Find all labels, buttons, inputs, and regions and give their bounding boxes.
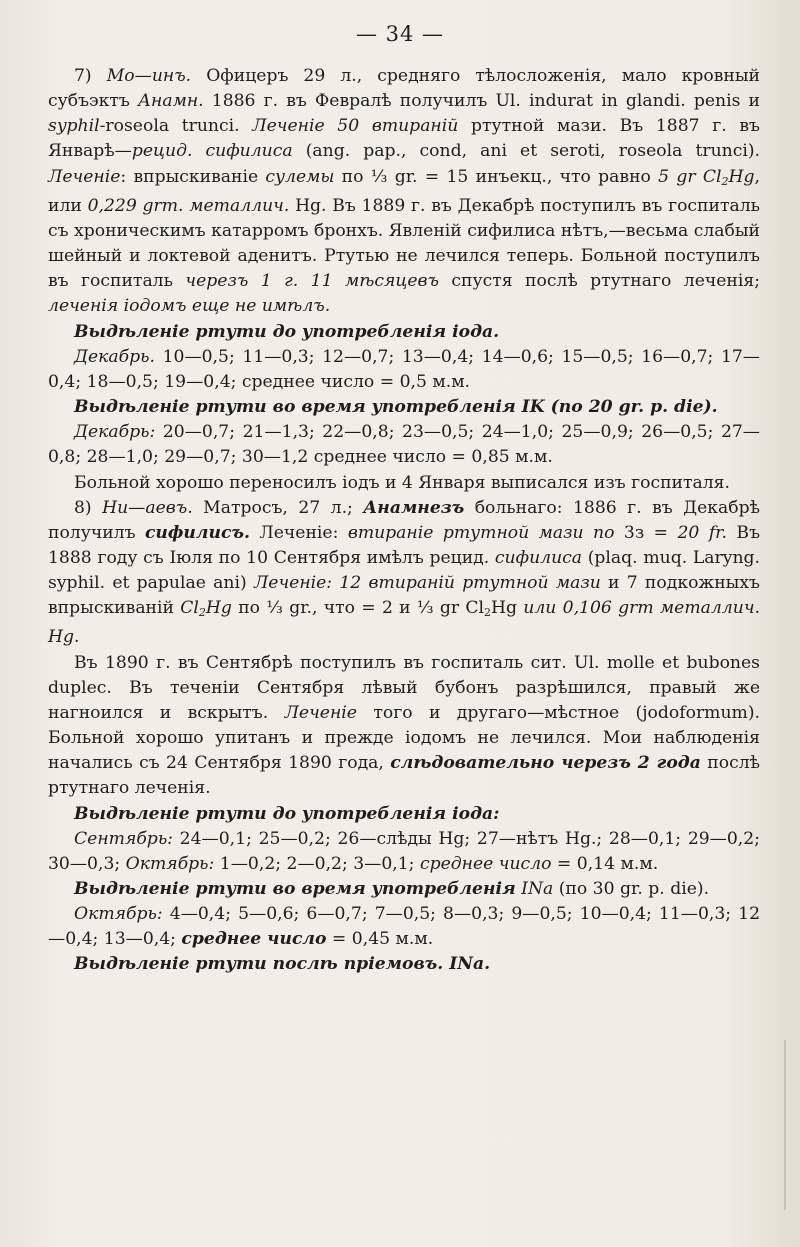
case8-heading-after-iodine: Выдѣленіе ртути послѣ пріемовъ. INa. [74, 954, 491, 975]
case8-heading-before-iodine: Выдѣленіе ртути до употребленія іода: [74, 803, 500, 824]
case8-data-during: Октябрь: 4—0,4; 5—0,6; 6—0,7; 7—0,5; 8—0,3; 9—0,5; 10—0,4; 11—0,3; 12—0,4; 13—0,4; среднее число = 0,45 м.м. [48, 904, 760, 950]
case7-history: 7) Мо—инъ. Офицеръ 29 л., средняго тѣлосложенія, мало кровный субъэктъ Анамн. 1886 г. въ Февралѣ получилъ Ul. indurat in glandi. penis и syphil-roseola trunci. Леченіе 50 втираній ртутной мази. Въ 1887 г. въ Январѣ—рецид. сифилиса (ang. pap., cond, ani et seroti, roseola trunci). Леченіе: впрыскиваніе сулемы по ⅓ gr. = 15 инъекц., что равно 5 gr $Cl_2Hg$, или 0,229 grm. металлич. Hg. Въ 1889 г. въ Декабрѣ поступилъ въ госпиталь съ хроническимъ катарромъ бронхъ. Явленій сифилиса нѣтъ,—весьма слабый шейный и локтевой аденитъ. Ртутью не лечился теперь. Больной поступилъ въ госпиталь черезъ 1 г. 11 мѣсяцевъ спустя послѣ ртутнаго леченія; леченія іодомъ еще не имѣлъ. [48, 66, 760, 317]
case7-heading-before-iodine: Выдѣленіе ртути до употребленія іода. [74, 321, 500, 342]
body-text [48, 64, 760, 978]
case8-data-before: Сентябрь: 24—0,1; 25—0,2; 26—слѣды Hg; 27—нѣтъ Hg.; 28—0,1; 29—0,2; 30—0,3; Октябрь: 1—0,2; 2—0,2; 3—0,1; среднее число = 0,14 м.м. [48, 828, 760, 874]
case8-history: 8) Ни—аевъ. Матросъ, 27 л.; Анамнезъ больнаго: 1886 г. въ Декабрѣ получилъ сифилисъ. Леченіе: втираніе ртутной мази по 3з = 20 fr. Въ 1888 году съ Іюля по 10 Сентября имѣлъ рецид. сифилиса (plaq. muq. Laryng. syphil. et papulae ani) Леченіе: 12 втираній ртутной мази и 7 подкожныхъ впрыскиваній $Cl_2Hg$ по ⅓ gr., что = 2 и ⅓ gr $Cl_2Hg$ или 0,106 grm металлич. Hg. [48, 497, 761, 648]
case8-heading-during-iodine: Выдѣленіе ртути во время употребленія INa (по 30 gr. p. die). [74, 879, 710, 899]
case8-admission: Въ 1890 г. въ Сентябрѣ поступилъ въ госпиталь сит. Ul. molle et bubones duplec. Въ теченіи Сентября лѣвый бубонъ разрѣшился, правый же нагноился и вскрытъ. Леченіе того и другаго—мѣстное (jodoformum). Больной хорошо упитанъ и прежде іодомъ не лечился. Мои наблюденія начались съ 24 Сентября 1890 года, слѣдовательно черезъ 2 года послѣ ртутнаго леченія. [48, 652, 760, 799]
page-edge-shadow [784, 1040, 786, 1210]
case7-outcome: Больной хорошо переносилъ іодъ и 4 Января выписался изъ госпиталя. [74, 472, 730, 493]
case7-heading-during-iodine: Выдѣленіе ртути во время употребленія IK (по 20 gr. p. die). [74, 397, 718, 418]
case7-data-before: Декабрь. 10—0,5; 11—0,3; 12—0,7; 13—0,4; 14—0,6; 15—0,5; 16—0,7; 17—0,4; 18—0,5; 19—0,4; среднее число = 0,5 м.м. [48, 346, 760, 392]
page-number: — 34 — [355, 22, 445, 46]
case7-data-during: Декабрь: 20—0,7; 21—1,3; 22—0,8; 23—0,5; 24—1,0; 25—0,9; 26—0,5; 27—0,8; 28—1,0; 29—0,7; 30—1,2 среднее число = 0,85 м.м. [48, 422, 760, 468]
